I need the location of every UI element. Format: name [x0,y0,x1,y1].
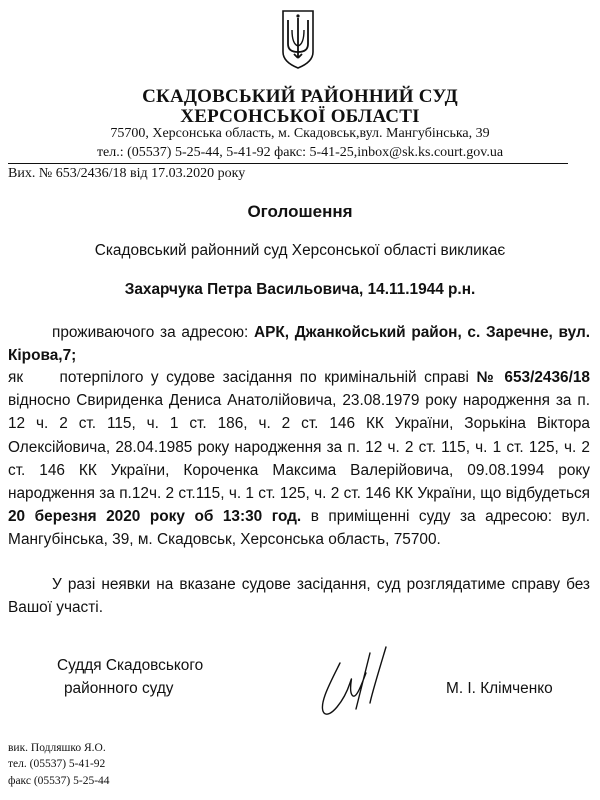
case-lead: як [8,369,24,386]
case-number: № 653/2436/18 [476,369,590,386]
outgoing-number: Вих. № 653/2436/18 від 17.03.2020 року [8,166,246,181]
hearing-date: 20 березня 2020 року об 13:30 год. [8,508,302,526]
case-paragraph [8,366,590,552]
signature-icon [300,643,410,717]
summoned-person: Захарчука Петра Васильовича, 14.11.1944 р.н. [124,281,476,298]
judge-name: М. І. Клімченко [446,680,553,697]
document-title: Оголошення [247,202,353,221]
court-address: 75700, Херсонська область, м. Скадовськ,вул. Мангубінська, 39 [110,126,490,141]
address-prefix: проживаючого за адресою: [52,324,254,341]
court-name-line1: СКАДОВСЬКИЙ РАЙОННИЙ СУД [142,86,458,107]
judge-title-line2: районного суду [64,680,174,697]
trident-emblem-icon [280,8,316,70]
absence-notice: У разі неявки на вказане судове засідання, суд розглядатиме справу без Вашої участі. [8,576,590,616]
case-part1: потерпілого у судове засідання по кримінальній справі [59,369,469,386]
court-name-line2: ХЕРСОНСЬКОЇ ОБЛАСТІ [180,106,420,127]
case-part2: відносно Свириденка Дениса Анатолійовича, 23.08.1979 року народження за п. 12 ч. 2 ст. 115, ч. 1 ст. 186, ч. 2 ст. 146 КК України, Зорькіна Віктора Олексійовича, 28.04.1985 року народження за п. 12 ч. 2 ст. 115, ч. 1 ст. 125, ч. 2 ст. 146 КК України, Короченка Максима Валерійовича, 09.08.1994 року народження за п.12ч. 2 ст.115, ч. 1 ст. 125, ч. 2 ст. 146 КК України, що відбудеться [8,392,590,503]
address-bold: АРК, Джанкойський район, с. Заречне, вул. Кірова,7; [8,324,590,364]
executor-name: вик. Подляшко Я.О. [8,742,106,754]
executor-fax: факс (05537) 5-25-44 [8,775,110,787]
header-divider [8,163,568,164]
case-part3: в приміщенні суду за адресою: вул. Мангубінська, 39, м. Скадовськ, Херсонська область, 75700. [8,508,590,549]
judge-title-line1: Суддя Скадовського [57,657,204,674]
intro-text: Скадовський районний суд Херсонської області викликає [94,242,506,259]
court-contacts: тел.: (05537) 5-25-44, 5-41-92 факс: 5-41-25,inbox@sk.ks.court.gov.ua [96,145,504,160]
executor-phone: тел. (05537) 5-41-92 [8,758,106,770]
address-paragraph [8,322,590,367]
